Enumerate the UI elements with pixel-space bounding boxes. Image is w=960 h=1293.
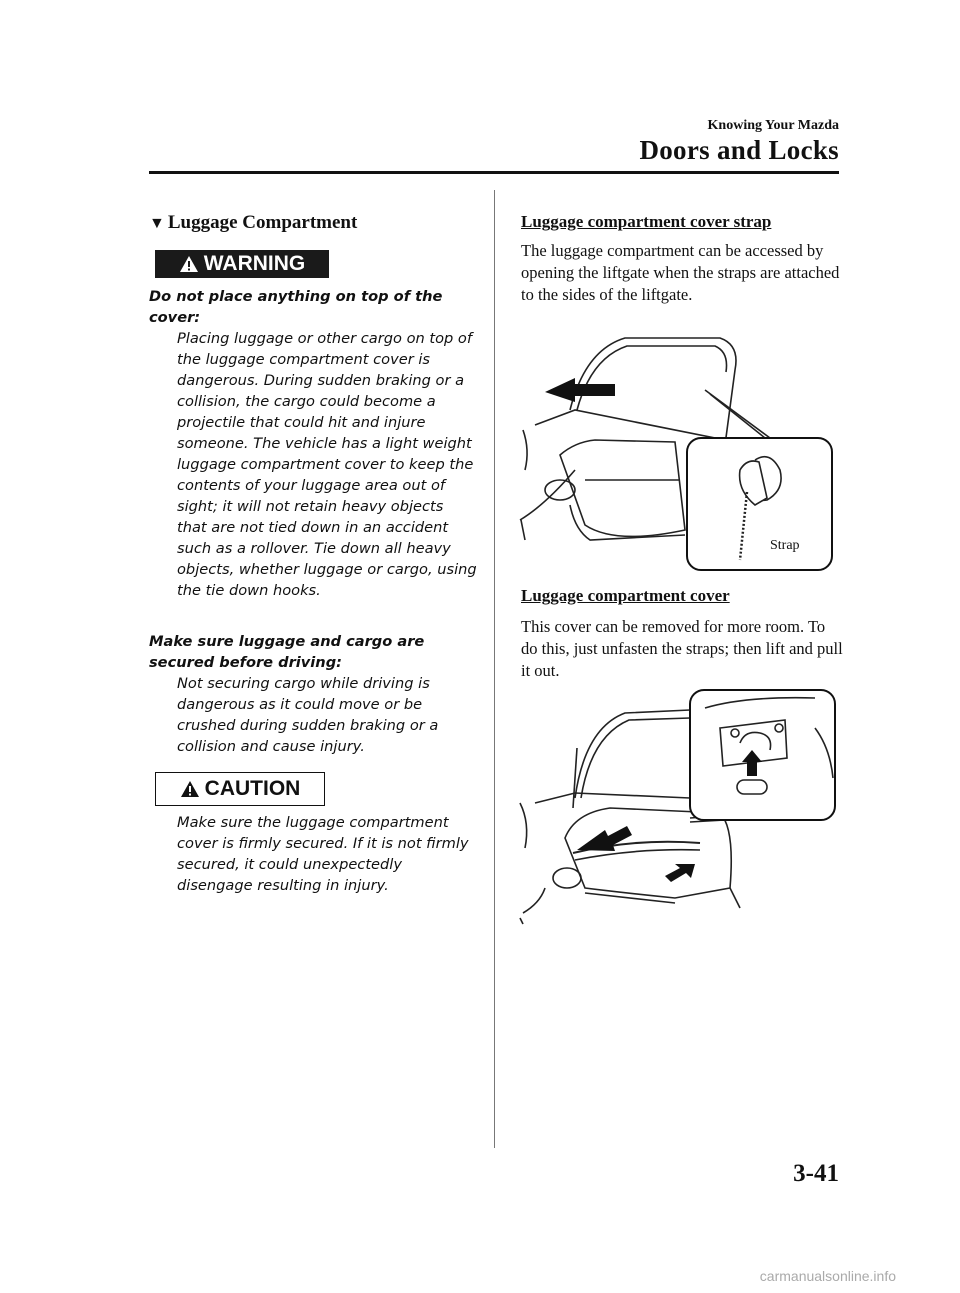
- warning-triangle-icon: [179, 255, 199, 273]
- section-title: [149, 212, 357, 234]
- page-number: 3-41: [793, 1160, 839, 1187]
- triangle-down-icon: ▼: [149, 215, 165, 232]
- warning-badge: [155, 250, 329, 278]
- warning-item2-heading: Make sure luggage and cargo are secured before driving:: [149, 633, 425, 671]
- warning-item1-body: Placing luggage or other cargo on top of the luggage compartment cover is dangerous. During sudden braking or a collision, the cargo could become a projectile that could hit and injure someone. The vehicle has a light weight luggage compartment cover to keep the contents of your luggage area out of sight; it will not retain heavy objects that are not tied down in an accident such as a rollover. Tie down all heavy objects, whether luggage or cargo, using the tie down hooks.: [177, 330, 477, 599]
- cover-section-title: Luggage compartment cover: [521, 586, 730, 605]
- header-divider: [149, 171, 839, 174]
- warning-item1-heading: Do not place anything on top of the cover:: [149, 288, 443, 326]
- page-title: Doors and Locks: [639, 135, 839, 165]
- caution-label: CAUTION: [204, 777, 301, 800]
- warning-label: WARNING: [203, 252, 306, 275]
- cover-section-body: This cover can be removed for more room. To do this, just unfasten the straps; then lift and pull it out.: [521, 617, 843, 680]
- column-divider: [494, 190, 495, 1148]
- caution-body: Make sure the luggage compartment cover is firmly secured. If it is not firmly secured, it could unexpectedly disengage resulting in injury.: [177, 814, 469, 894]
- section-title-text: Luggage Compartment: [167, 212, 358, 233]
- watermark: carmanualsonline.info: [759, 1268, 896, 1284]
- caution-badge: [155, 772, 325, 806]
- chapter-name: Knowing Your Mazda: [707, 118, 839, 133]
- cover-removal-figure: [515, 688, 837, 928]
- strap-section-title: Luggage compartment cover strap: [521, 212, 772, 231]
- warning-item2-body: Not securing cargo while driving is dangerous as it could move or be crushed during sudden braking or a collision and cause injury.: [177, 675, 439, 755]
- strap-section-body: The luggage compartment can be accessed by opening the liftgate when the straps are attached to the sides of the liftgate.: [521, 241, 840, 304]
- strap-label: Strap: [770, 538, 800, 553]
- caution-triangle-icon: [180, 780, 200, 798]
